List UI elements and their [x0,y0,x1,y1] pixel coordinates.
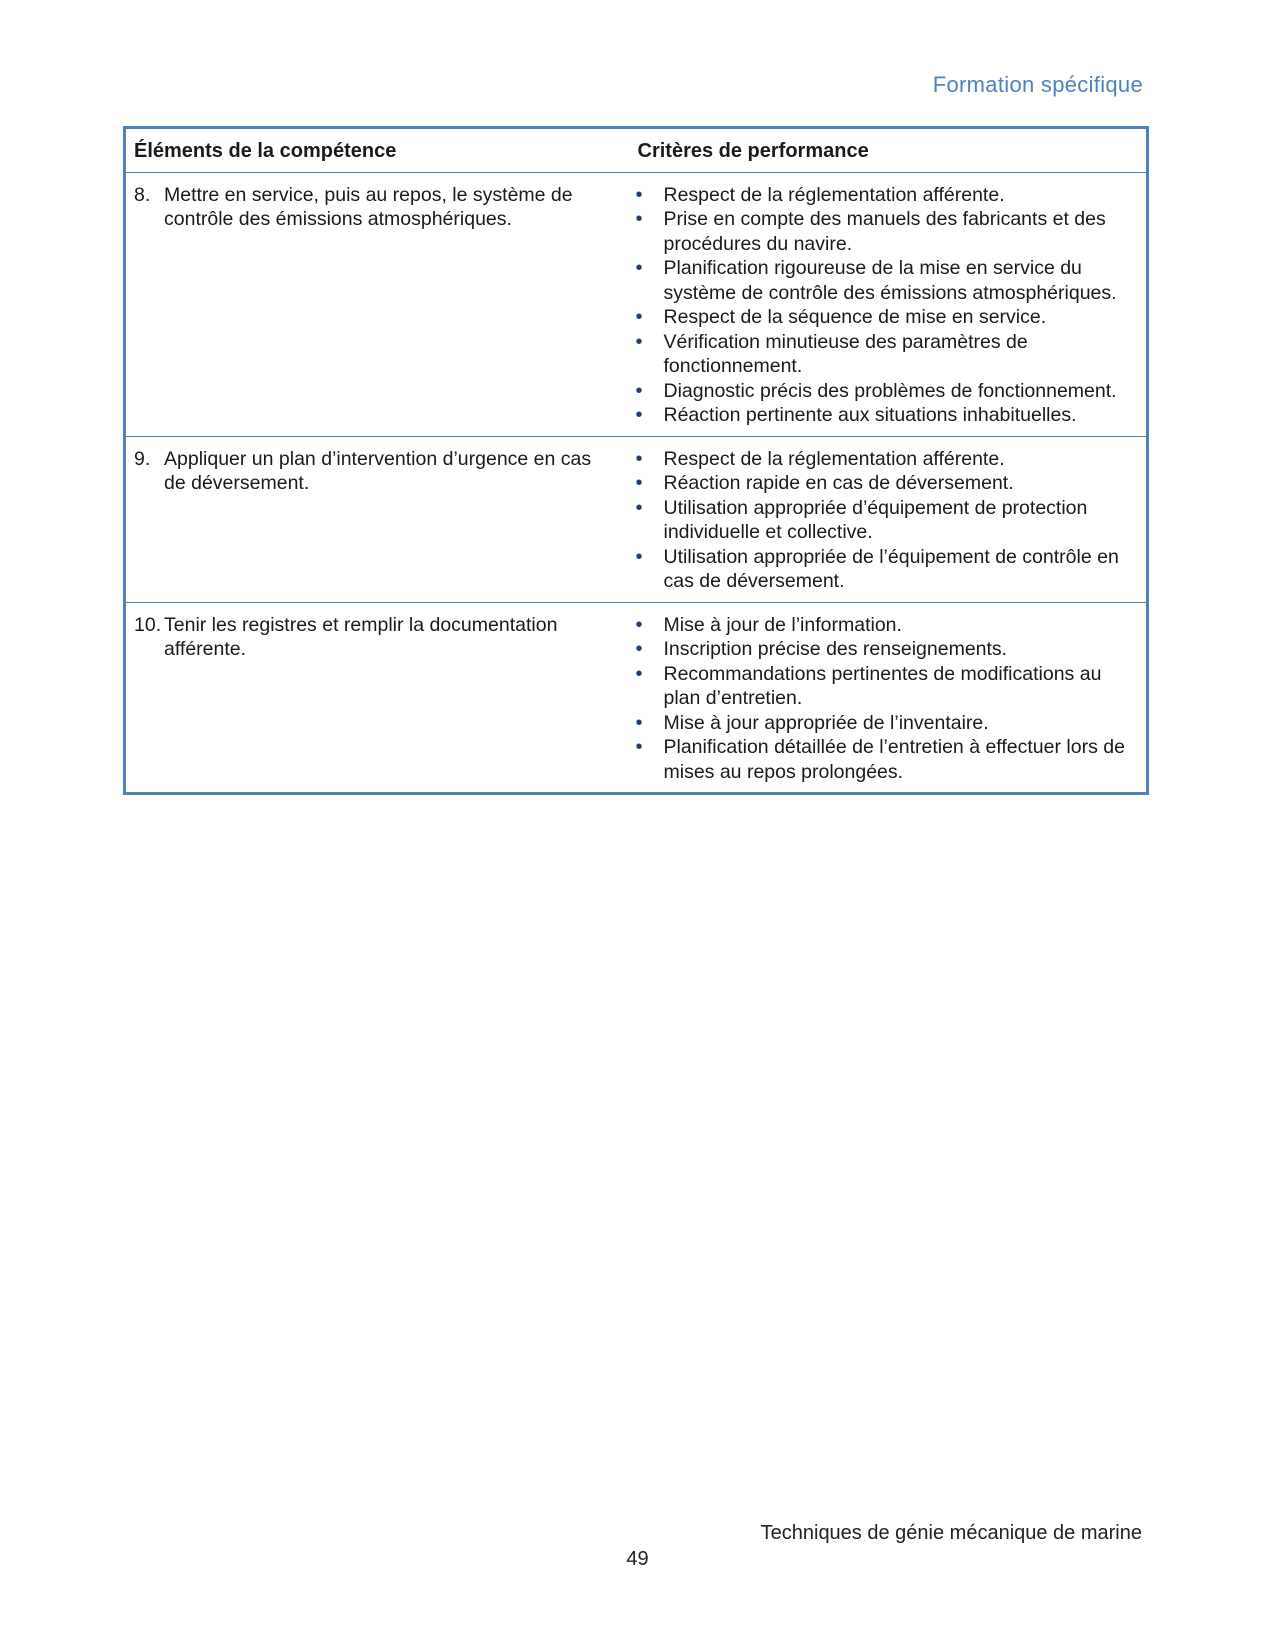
competence-table [123,126,1149,795]
element-text: Tenir les registres et remplir la documentation afférente. [164,613,558,660]
criteria-item: • Planification rigoureuse de la mise en service du système de contrôle des émissions atmosphériques. [634,256,1139,305]
criteria-item: • Utilisation appropriée de l’équipement de contrôle en cas de déversement. [634,545,1139,594]
criteria-cell [630,602,1148,794]
criteria-cell [630,436,1148,602]
program-title: Techniques de génie mécanique de marine [760,1522,1142,1544]
competence-element [134,183,610,232]
criteria-item: • Respect de la réglementation afférente. [634,183,1139,208]
element-number: 10. [134,613,162,636]
criteria-item: • Inscription précise des renseignements. [634,637,1139,662]
table-row [125,172,1148,436]
competence-element [134,613,610,662]
table-body [125,172,1148,794]
criteria-item: • Réaction rapide en cas de déversement. [634,471,1139,496]
criteria-item: • Respect de la réglementation afférente. [634,447,1139,472]
criteria-item: • Mise à jour appropriée de l’inventaire. [634,711,1139,736]
criteria-item: • Vérification minutieuse des paramètres de fonctionnement. [634,330,1139,379]
header-elements: Éléments de la compétence [125,128,630,173]
criteria-list [634,613,1139,785]
competence-element [134,447,610,496]
criteria-list [634,447,1139,594]
element-text: Mettre en service, puis au repos, le système de contrôle des émissions atmosphériques. [164,183,573,230]
element-number: 9. [134,447,151,470]
element-cell [125,436,630,602]
criteria-item: • Utilisation appropriée d’équipement de protection individuelle et collective. [634,496,1139,545]
page-number: 49 [626,1548,649,1570]
element-cell [125,172,630,436]
criteria-item: • Prise en compte des manuels des fabricants et des procédures du navire. [634,207,1139,256]
criteria-item: • Mise à jour de l’information. [634,613,1139,638]
table-row [125,602,1148,794]
element-cell [125,602,630,794]
header-criteria: Critères de performance [630,128,1148,173]
criteria-list [634,183,1139,428]
table-row [125,436,1148,602]
criteria-item: • Recommandations pertinentes de modifications au plan d’entretien. [634,662,1139,711]
criteria-item: • Respect de la séquence de mise en service. [634,305,1139,330]
table-header-row [125,128,1148,173]
criteria-cell [630,172,1148,436]
section-title: Formation spécifique [932,72,1143,97]
element-number: 8. [134,183,151,206]
criteria-item: • Diagnostic précis des problèmes de fonctionnement. [634,379,1139,404]
criteria-item: • Réaction pertinente aux situations inhabituelles. [634,403,1139,428]
element-text: Appliquer un plan d’intervention d’urgence en cas de déversement. [164,447,592,494]
criteria-item: • Planification détaillée de l’entretien à effectuer lors de mises au repos prolongées. [634,735,1139,784]
